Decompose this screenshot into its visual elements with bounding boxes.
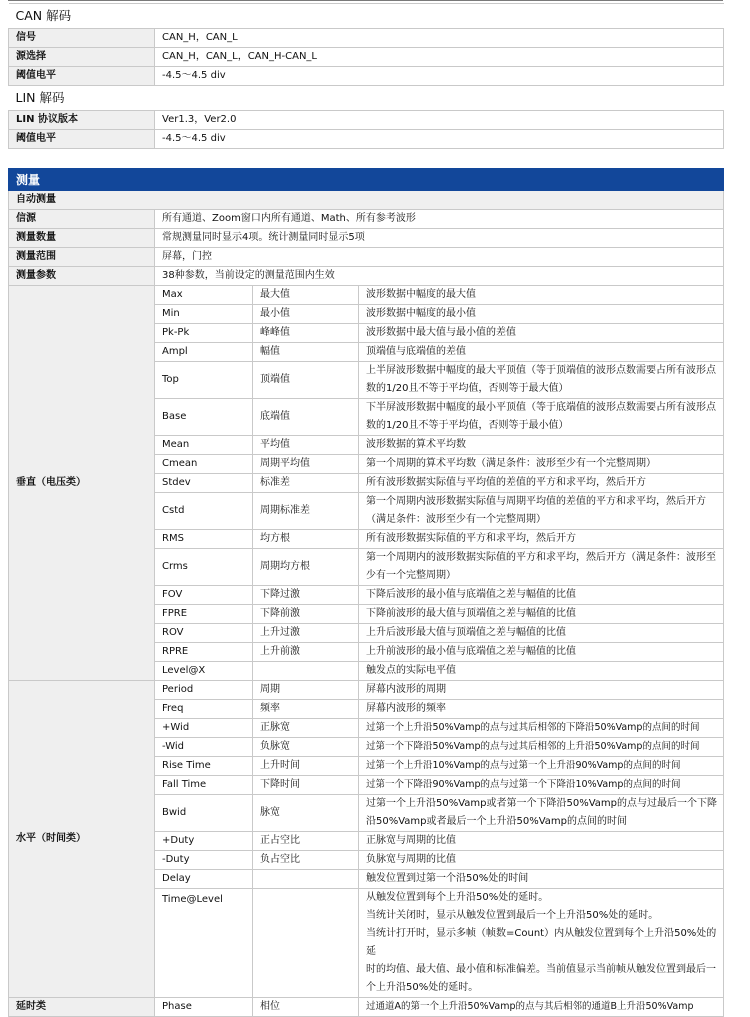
table-row [9, 998, 724, 1017]
param-name: Phase [155, 998, 253, 1017]
param-cn: 周期 [253, 681, 359, 700]
measure-title: 测量 [9, 169, 724, 191]
param-desc: 屏幕内波形的周期 [359, 681, 724, 700]
param-cn: 周期平均值 [253, 455, 359, 474]
param-name: Max [155, 286, 253, 305]
horizontal-group-label: 水平（时间类） [9, 681, 155, 998]
table-row [9, 681, 724, 700]
param-name: RMS [155, 530, 253, 549]
row-label: 测量范围 [9, 248, 155, 267]
param-cn: 正脉宽 [253, 719, 359, 738]
param-name: Ampl [155, 343, 253, 362]
desc-line: 数的1/20且不等于平均值，否则等于最小值） [366, 420, 569, 431]
row-label: 阈值电平 [9, 67, 155, 86]
table-row [9, 29, 724, 48]
param-name: Bwid [155, 795, 253, 832]
param-name: Cstd [155, 493, 253, 530]
param-cn [253, 889, 359, 998]
row-label: 测量数量 [9, 229, 155, 248]
measure-section-header [9, 169, 724, 191]
param-cn: 下降前激 [253, 605, 359, 624]
param-desc: 上升前波形的最小值与底端值之差与幅值的比值 [359, 643, 724, 662]
param-desc: 顶端值与底端值的差值 [359, 343, 724, 362]
row-label: LIN 协议版本 [9, 111, 155, 130]
row-value: 所有通道、Zoom窗口内所有通道、Math、所有参考波形 [155, 210, 724, 229]
param-name: FPRE [155, 605, 253, 624]
param-name: Time@Level [155, 889, 253, 998]
param-cn: 上升时间 [253, 757, 359, 776]
desc-line: 数的1/20且不等于平均值，否则等于最大值） [366, 383, 569, 394]
desc-line: 当统计关闭时，显示从触发位置到最后一个上升沿50%处的延时。 [366, 910, 659, 921]
desc-line: 当统计打开时，显示多帧（帧数=Count）内从触发位置到每个上升沿50%处的延 [366, 928, 717, 957]
table-row [9, 48, 724, 67]
param-cn: 下降过激 [253, 586, 359, 605]
param-desc: 上升后波形最大值与顶端值之差与幅值的比值 [359, 624, 724, 643]
param-desc: 下降前波形的最大值与顶端值之差与幅值的比值 [359, 605, 724, 624]
param-name: RPRE [155, 643, 253, 662]
param-name: FOV [155, 586, 253, 605]
auto-measure-header [9, 191, 724, 210]
row-label: 信源 [9, 210, 155, 229]
row-label: 阈值电平 [9, 130, 155, 149]
param-cn: 顶端值 [253, 362, 359, 399]
param-name: Crms [155, 549, 253, 586]
desc-line: 沿50%Vamp或者最后一个上升沿50%Vamp的点间的时间 [366, 816, 628, 827]
param-name: Delay [155, 870, 253, 889]
param-desc [359, 795, 724, 832]
param-name: Base [155, 399, 253, 436]
param-desc: 波形数据的算术平均数 [359, 436, 724, 455]
param-desc: 触发位置到过第一个沿50%处的时间 [359, 870, 724, 889]
param-cn: 相位 [253, 998, 359, 1017]
param-name: ROV [155, 624, 253, 643]
param-name: Top [155, 362, 253, 399]
param-desc [359, 549, 724, 586]
table-row [9, 210, 724, 229]
row-label: 源选择 [9, 48, 155, 67]
row-value: -4.5～4.5 div [155, 67, 724, 86]
param-cn: 负脉宽 [253, 738, 359, 757]
desc-line: 个上升沿50%处的延时。 [366, 982, 479, 993]
param-name: -Duty [155, 851, 253, 870]
param-desc [359, 399, 724, 436]
can-section-header [9, 4, 724, 29]
param-desc: 波形数据中幅度的最小值 [359, 305, 724, 324]
param-name: Cmean [155, 455, 253, 474]
row-value: 屏幕，门控 [155, 248, 724, 267]
desc-line: 时的均值、最大值、最小值和标准偏差。当前值显示当前帧从触发位置到最后一 [366, 964, 716, 975]
param-cn: 频率 [253, 700, 359, 719]
param-name: Freq [155, 700, 253, 719]
lin-title: LIN 解码 [9, 86, 724, 111]
param-cn [253, 870, 359, 889]
param-desc: 所有波形数据实际值与平均值的差值的平方和求平均，然后开方 [359, 474, 724, 493]
desc-line: 过第一个上升沿50%Vamp或者第一个下降沿50%Vamp的点与过最后一个下降 [366, 798, 718, 809]
table-row [9, 248, 724, 267]
top-rule [8, 0, 723, 1]
param-desc: 下降后波形的最小值与底端值之差与幅值的比值 [359, 586, 724, 605]
row-value: 38种参数，当前设定的测量范围内生效 [155, 267, 724, 286]
table-row [9, 229, 724, 248]
param-desc: 屏幕内波形的频率 [359, 700, 724, 719]
desc-line: 下半屏波形数据中幅度的最小平顶值（等于底端值的波形点数需要占所有波形点 [366, 402, 716, 413]
param-cn: 平均值 [253, 436, 359, 455]
param-cn: 最小值 [253, 305, 359, 324]
param-desc [359, 493, 724, 530]
param-cn: 峰峰值 [253, 324, 359, 343]
delay-group-label: 延时类 [9, 998, 155, 1017]
row-label: 测量参数 [9, 267, 155, 286]
table-row [9, 286, 724, 305]
vertical-group-label: 垂直（电压类） [9, 286, 155, 681]
param-desc: 过第一个下降沿50%Vamp的点与过其后相邻的上升沿50%Vamp的点间的时间 [359, 738, 724, 757]
param-cn: 周期标准差 [253, 493, 359, 530]
param-cn: 上升过激 [253, 624, 359, 643]
desc-line: 第一个周期内的波形数据实际值的平方和求平均，然后开方（满足条件：波形至 [366, 552, 716, 563]
param-name: Pk-Pk [155, 324, 253, 343]
desc-line: 从触发位置到每个上升沿50%处的延时。 [366, 892, 549, 903]
can-title: CAN 解码 [9, 4, 724, 29]
param-cn: 底端值 [253, 399, 359, 436]
row-value: Ver1.3，Ver2.0 [155, 111, 724, 130]
table-row [9, 267, 724, 286]
param-name: Level@X [155, 662, 253, 681]
param-cn [253, 662, 359, 681]
decode-spec-table [8, 3, 724, 149]
param-cn: 负占空比 [253, 851, 359, 870]
desc-line: 上半屏波形数据中幅度的最大平顶值（等于顶端值的波形点数需要占所有波形点 [366, 365, 716, 376]
param-desc: 过通道A的第一个上升沿50%Vamp的点与其后相邻的通道B上升沿50%Vamp [359, 998, 724, 1017]
param-desc: 过第一个上升沿50%Vamp的点与过其后相邻的下降沿50%Vamp的点间的时间 [359, 719, 724, 738]
param-cn: 周期均方根 [253, 549, 359, 586]
param-cn: 最大值 [253, 286, 359, 305]
param-cn: 幅值 [253, 343, 359, 362]
param-name: Period [155, 681, 253, 700]
param-name: Fall Time [155, 776, 253, 795]
param-name: +Wid [155, 719, 253, 738]
row-label: 信号 [9, 29, 155, 48]
row-value: CAN_H，CAN_L，CAN_H-CAN_L [155, 48, 724, 67]
param-name: +Duty [155, 832, 253, 851]
table-row [9, 130, 724, 149]
auto-measure-title: 自动测量 [9, 191, 724, 210]
param-cn: 均方根 [253, 530, 359, 549]
param-desc [359, 362, 724, 399]
row-value: CAN_H，CAN_L [155, 29, 724, 48]
lin-section-header [9, 86, 724, 111]
param-name: Rise Time [155, 757, 253, 776]
param-name: Mean [155, 436, 253, 455]
param-name: Min [155, 305, 253, 324]
param-desc: 正脉宽与周期的比值 [359, 832, 724, 851]
param-name: Stdev [155, 474, 253, 493]
param-cn: 下降时间 [253, 776, 359, 795]
param-desc: 过第一个上升沿10%Vamp的点与过第一个上升沿90%Vamp的点间的时间 [359, 757, 724, 776]
param-desc: 波形数据中幅度的最大值 [359, 286, 724, 305]
desc-line: （满足条件：波形至少有一个完整周期） [366, 514, 546, 525]
param-cn: 标准差 [253, 474, 359, 493]
row-value: -4.5～4.5 div [155, 130, 724, 149]
param-desc [359, 889, 724, 998]
param-cn: 正占空比 [253, 832, 359, 851]
param-desc: 所有波形数据实际值的平方和求平均，然后开方 [359, 530, 724, 549]
param-desc: 负脉宽与周期的比值 [359, 851, 724, 870]
table-row [9, 67, 724, 86]
measure-spec-table [8, 168, 724, 1017]
param-desc: 触发点的实际电平值 [359, 662, 724, 681]
param-name: -Wid [155, 738, 253, 757]
desc-line: 少有一个完整周期） [366, 570, 456, 581]
table-row [9, 111, 724, 130]
row-value: 常规测量同时显示4项。统计测量同时显示5项 [155, 229, 724, 248]
param-desc: 波形数据中最大值与最小值的差值 [359, 324, 724, 343]
desc-line: 第一个周期内波形数据实际值与周期平均值的差值的平方和求平均，然后开方 [366, 496, 706, 507]
param-desc: 过第一个下降沿90%Vamp的点与过第一个下降沿10%Vamp的点间的时间 [359, 776, 724, 795]
param-cn: 上升前激 [253, 643, 359, 662]
param-desc: 第一个周期的算术平均数（满足条件：波形至少有一个完整周期） [359, 455, 724, 474]
param-cn: 脉宽 [253, 795, 359, 832]
